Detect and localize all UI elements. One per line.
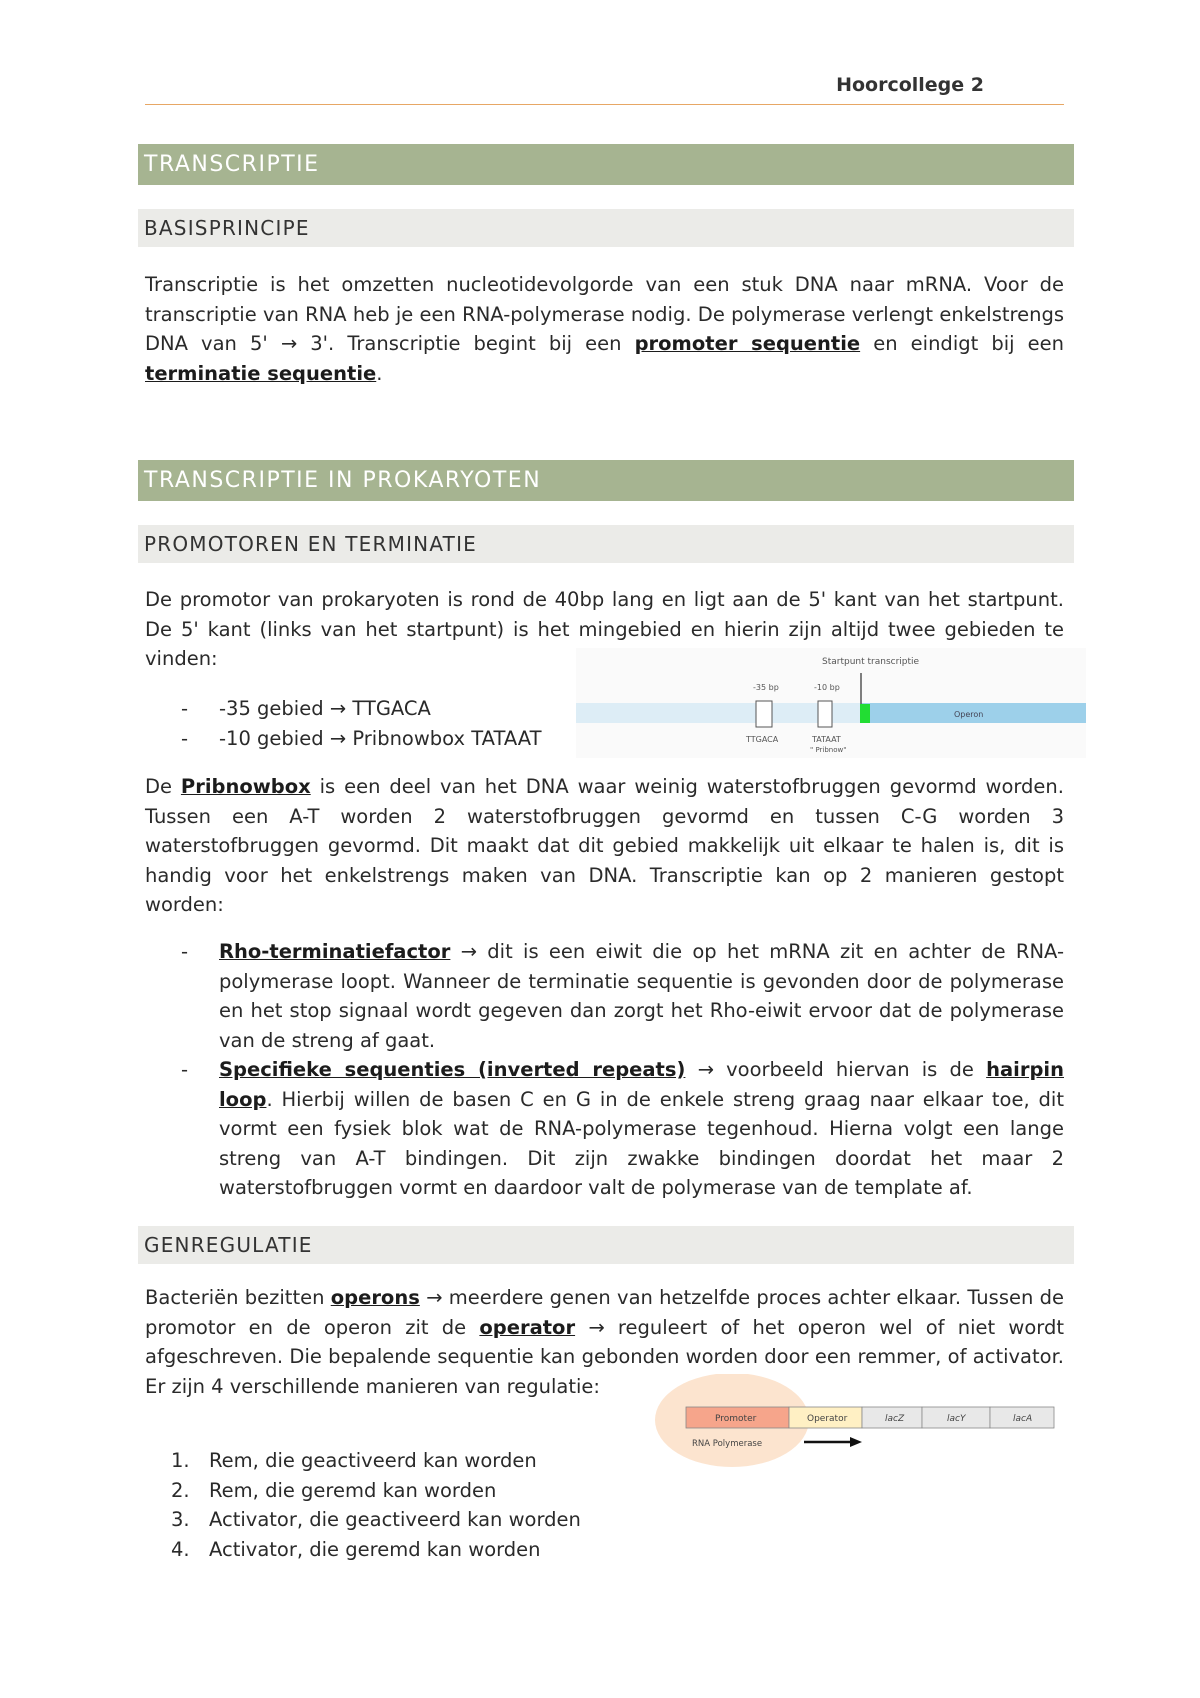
label-promoter: Promoter — [715, 1414, 757, 1424]
term-rho-terminatiefactor: Rho-terminatiefactor — [219, 940, 451, 963]
term-inverted-repeats: Specifieke sequenties (inverted repeats) — [219, 1058, 686, 1081]
label-startpunt: Startpunt transcriptie — [822, 657, 920, 667]
list-number: 3. — [171, 1508, 190, 1531]
heading-promotoren-terminatie: PROMOTOREN EN TERMINATIE — [138, 525, 1074, 563]
term-pribnowbox: Pribnowbox — [180, 775, 311, 798]
arrow-icon: → — [329, 697, 347, 720]
list-number: 1. — [171, 1449, 190, 1472]
box-minus10 — [818, 701, 832, 727]
bullet-dash: - — [181, 726, 189, 750]
list-item — [145, 1535, 581, 1565]
term-operator: operator — [479, 1315, 576, 1339]
bullet-dash: - — [181, 697, 189, 720]
label-rna-polymerase: RNA Polymerase — [692, 1439, 763, 1449]
text: Rem, die geactiveerd kan worden — [209, 1449, 537, 1472]
text: Activator, die geremd kan worden — [209, 1537, 541, 1561]
heading-prokaryoten: TRANSCRIPTIE IN PROKARYOTEN — [138, 460, 1074, 501]
text: -35 gebied — [219, 697, 330, 720]
term-hairpin-loop: hairpin loop — [219, 1058, 1064, 1111]
arrow-icon: → — [280, 332, 298, 355]
term-operons: operons — [330, 1286, 420, 1309]
list-item — [145, 694, 565, 724]
list-item — [145, 724, 565, 754]
label-lacz: lacZ — [885, 1414, 905, 1424]
label-tataat: TATAAT — [812, 735, 841, 744]
text: meerdere genen van hetzelfde proces achter elkaar. Tussen de promotor en de operon zit de — [145, 1286, 1064, 1339]
promotor-regions-list — [145, 694, 565, 753]
termination-list — [145, 937, 1064, 1203]
lac-operon-diagram — [652, 1374, 1072, 1474]
text: dit is een eiwit die op het mRNA zit en achter de RNA-polymerase loopt. Wanneer de terminatie sequentie is gevonden door de polymerase en het stop signaal wordt gegeven dan zorgt het Rho-eiwit ervoor dat de polymerase van de streng af gaat. — [219, 940, 1064, 1052]
label-ttgaca: TTGACA — [746, 735, 779, 744]
arrow-icon: → — [588, 1315, 605, 1339]
text: is een deel van het DNA waar weinig waterstofbruggen gevormd worden. Tussen een A-T worden 2 waterstofbruggen gevormd en tussen C-G worden 3 waterstofbruggen gevormd. Dit maakt dat dit gebied makkelijk uit elkaar te halen is, dit is handig voor het enkelstrengs maken van DNA. Transcriptie kan op 2 manieren gestopt worden: — [145, 775, 1064, 916]
list-item — [145, 937, 1064, 1055]
paragraph-promotor-intro: De promotor van prokaryoten is rond de 40bp lang en ligt aan de 5' kant van het startpunt. De 5' kant (links van het startpunt) is het mingebied en hierin zijn altijd twee gebieden te vinden: — [145, 588, 1064, 670]
list-item — [145, 1055, 1064, 1203]
list-item — [145, 1446, 581, 1476]
arrow-icon: → — [460, 940, 478, 963]
running-header — [145, 72, 1064, 105]
promoter-diagram — [576, 648, 1086, 758]
term-promoter-sequentie: promoter sequentie — [634, 332, 861, 355]
box-minus35 — [756, 701, 772, 727]
text: en eindigt bij een — [860, 332, 1065, 355]
list-item — [145, 1476, 581, 1506]
text: 3'. Transcriptie begint bij een — [297, 332, 635, 355]
label-operon: Operon — [954, 710, 984, 719]
list-item — [145, 1505, 581, 1535]
startpoint-marker — [860, 704, 870, 723]
text: . — [376, 361, 383, 385]
text: Rem, die geremd kan worden — [209, 1478, 497, 1502]
text: reguleert of het operon wel of niet wordt afgeschreven. Die bepalende sequentie kan gebonden worden door een remmer, of activator. Er zijn 4 verschillende manieren van regulatie: — [145, 1315, 1065, 1398]
text: De — [145, 775, 181, 798]
text: voorbeeld hiervan is de — [713, 1058, 987, 1081]
label-pribnow: " Pribnow" — [810, 746, 847, 754]
heading-genregulatie: GENREGULATIE — [138, 1226, 1074, 1264]
arrow-icon: → — [697, 1058, 714, 1081]
paragraph-pribnowbox — [145, 772, 1064, 920]
text: Transcriptie is het omzetten nucleotidevolgorde van een stuk DNA naar mRNA. Voor de transcriptie van RNA heb je een RNA-polymerase nodig. De polymerase verlengt enkelstrengs DNA van 5' — [145, 273, 1064, 355]
bullet-dash: - — [181, 940, 189, 963]
text: Pribnowbox TATAAT — [346, 726, 542, 750]
regulation-list — [145, 1446, 581, 1564]
paragraph-basisprincipe — [145, 270, 1064, 388]
label-lacy: lacY — [947, 1414, 966, 1424]
arrow-icon: → — [426, 1286, 443, 1309]
label-minus35: -35 bp — [753, 683, 779, 692]
heading-transcriptie: TRANSCRIPTIE — [138, 144, 1074, 185]
list-number: 4. — [171, 1537, 190, 1561]
term-terminatie-sequentie: terminatie sequentie — [145, 361, 377, 385]
header-title: Hoorcollege 2 — [836, 74, 984, 96]
label-operator: Operator — [807, 1414, 848, 1424]
list-number: 2. — [171, 1478, 190, 1502]
text: TTGACA — [346, 697, 431, 720]
text: Activator, die geactiveerd kan worden — [209, 1508, 581, 1531]
label-laca: lacA — [1013, 1414, 1033, 1424]
text: . Hierbij willen de basen C en G in de enkele streng graag naar elkaar toe, dit vormt een fysiek blok wat de RNA-polymerase tegenhoud. Hierna volgt een lange streng van A-T bindingen. Dit zijn zwakke bindingen doordat het maar 2 waterstofbruggen vormt en daardoor valt de polymerase van de template af. — [219, 1087, 1064, 1199]
direction-arrow-head — [850, 1437, 862, 1447]
heading-basisprincipe: BASISPRINCIPE — [138, 209, 1074, 247]
text: -10 gebied — [219, 726, 330, 750]
text: Bacteriën bezitten — [145, 1286, 331, 1309]
bullet-dash: - — [181, 1058, 189, 1081]
label-minus10: -10 bp — [814, 683, 840, 692]
arrow-icon: → — [329, 726, 347, 750]
